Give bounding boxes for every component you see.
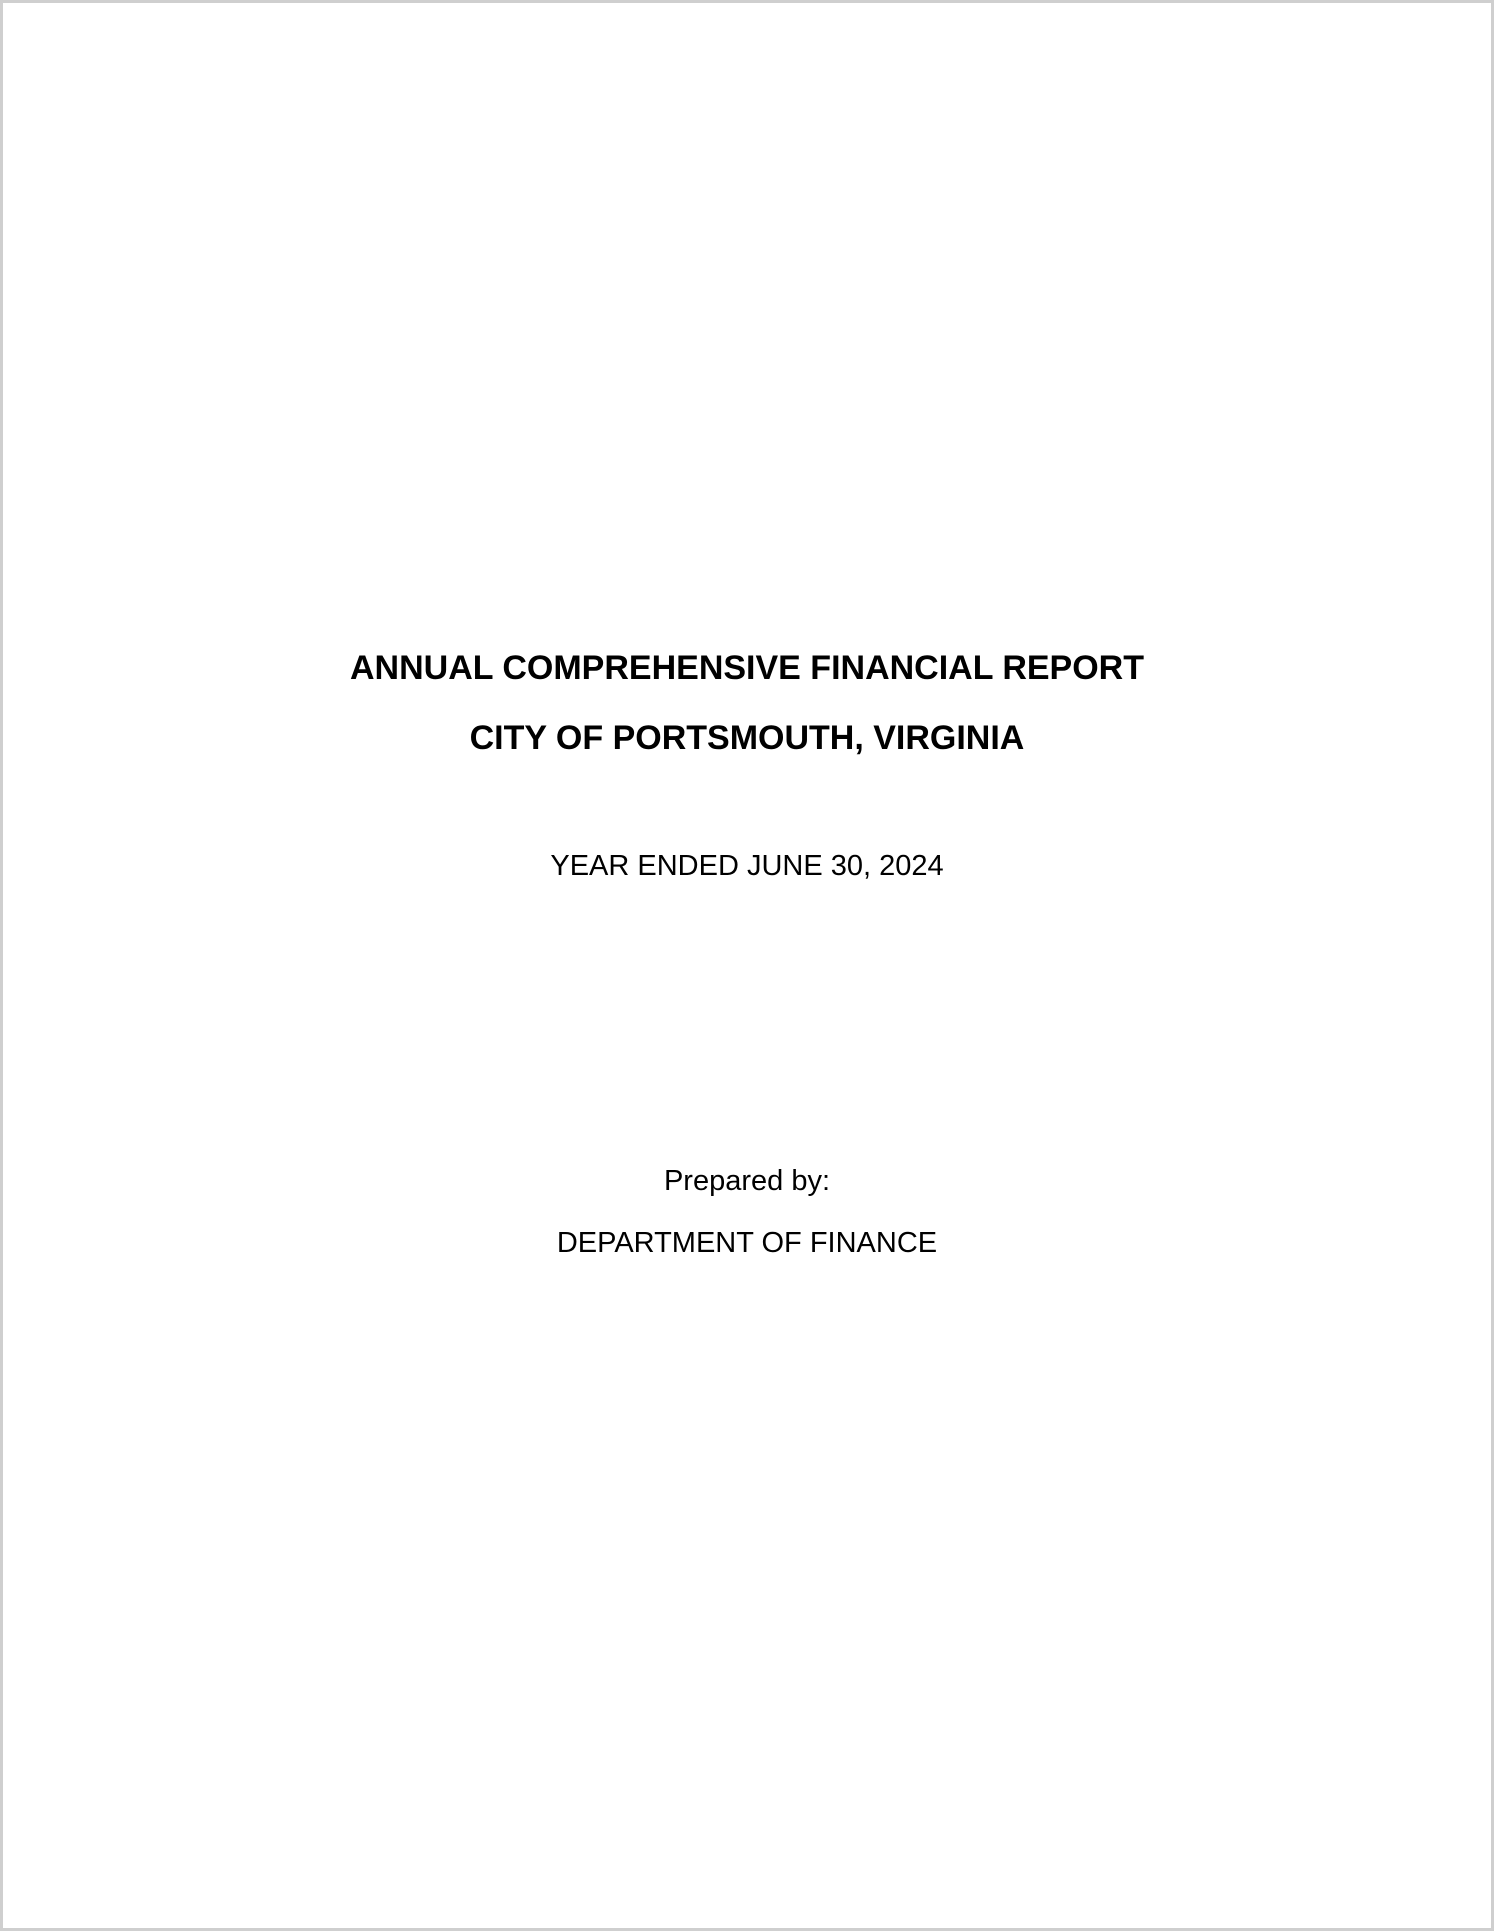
entity-name: CITY OF PORTSMOUTH, VIRGINIA	[469, 719, 1025, 757]
report-title: ANNUAL COMPREHENSIVE FINANCIAL REPORT	[349, 649, 1145, 687]
department-name: DEPARTMENT OF FINANCE	[556, 1227, 938, 1259]
fiscal-period: YEAR ENDED JUNE 30, 2024	[550, 850, 944, 882]
prepared-by-label: Prepared by:	[663, 1165, 831, 1197]
